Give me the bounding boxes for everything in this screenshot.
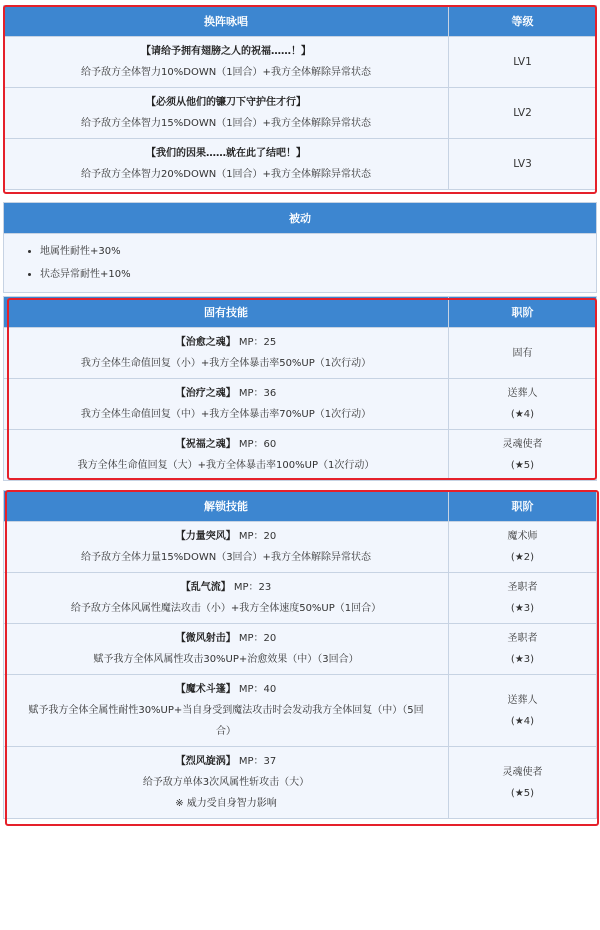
class-rank: (★4)	[510, 715, 535, 727]
skill-name: 【微风射击】	[175, 633, 236, 644]
header-formation-chant: 换阵咏唱	[4, 6, 449, 37]
skill-desc: 给予敌方全体智力15%DOWN（1回合）+我方全体解除异常状态	[81, 118, 371, 129]
header-inherent-skill: 固有技能	[4, 297, 449, 328]
table-header-row	[4, 297, 597, 328]
skill-cell	[4, 88, 449, 139]
skill-name: 【我们的因果……就在此了结吧！】	[146, 148, 306, 159]
header-class: 职阶	[449, 491, 597, 522]
skill-note: ※ 威力受自身智力影响	[175, 798, 277, 809]
class-cell	[449, 522, 597, 573]
class-cell	[449, 328, 597, 379]
header-unlock-skill: 解锁技能	[4, 491, 449, 522]
skill-cell	[4, 430, 449, 481]
class-cell	[449, 573, 597, 624]
skill-mp: MP：60	[238, 439, 277, 450]
class-name: 送葬人	[507, 694, 538, 706]
skill-name: 【治疗之魂】	[175, 388, 236, 399]
class-cell	[449, 379, 597, 430]
class-cell	[449, 747, 597, 819]
skill-name: 【必须从他们的镰刀下守护住才行】	[146, 97, 306, 108]
class-name: 圣职者	[507, 582, 538, 593]
skill-desc: 赋予我方全体全属性耐性30%UP+当自身受到魔法攻击时会发动我方全体回复（中）（5回	[28, 705, 424, 716]
table-row	[4, 88, 597, 139]
header-passive: 被动	[4, 203, 597, 234]
skill-cell	[4, 139, 449, 190]
class-name: 送葬人	[507, 388, 538, 399]
skill-cell	[4, 522, 449, 573]
skill-desc: 我方全体生命值回复（中）+我方全体暴击率70%UP（1次行动）	[80, 409, 372, 420]
skill-mp: MP：20	[238, 531, 277, 542]
skill-cell	[4, 37, 449, 88]
skill-name: 【乱气流】	[180, 582, 231, 593]
inherent-skill-table	[3, 296, 597, 481]
skill-cell	[4, 379, 449, 430]
skill-cell	[4, 573, 449, 624]
table-row	[4, 522, 597, 573]
skill-mp: MP：20	[238, 633, 277, 644]
unlock-skill-table-block	[3, 490, 597, 819]
class-cell	[449, 430, 597, 481]
passive-block	[3, 202, 597, 293]
skill-name: 【魔术斗篷】	[175, 684, 236, 695]
table-row	[4, 624, 597, 675]
table-header-row	[4, 491, 597, 522]
skill-desc: 给予敌方全体力量15%DOWN（3回合）+我方全体解除异常状态	[81, 552, 371, 563]
class-cell	[449, 675, 597, 747]
class-rank: (★3)	[510, 654, 535, 665]
formation-chant-table	[3, 5, 597, 190]
table-row	[4, 139, 597, 190]
skill-cell	[4, 675, 449, 747]
skill-mp: MP：37	[238, 756, 277, 767]
skill-mp: MP：40	[238, 684, 277, 695]
class-name: 魔术师	[507, 531, 538, 542]
table-header-row	[4, 203, 597, 234]
table-row	[4, 573, 597, 624]
skill-desc: 给予敌方全体智力10%DOWN（1回合）+我方全体解除异常状态	[81, 67, 371, 78]
skill-desc: 我方全体生命值回复（小）+我方全体暴击率50%UP（1次行动）	[80, 358, 372, 369]
class-name: 圣职者	[507, 633, 538, 644]
class-name: 灵魂使者	[502, 439, 543, 450]
skill-name: 【请给予拥有翅膀之人的祝福……！】	[141, 46, 311, 57]
class-rank: (★4)	[510, 409, 535, 420]
skill-name: 【治愈之魂】	[175, 337, 236, 348]
table-row	[4, 379, 597, 430]
table-row	[4, 675, 597, 747]
list-item: • 地属性耐性+30%	[40, 240, 596, 263]
skill-mp: MP：25	[238, 337, 277, 348]
class-name: 固有	[512, 347, 533, 359]
table-header-row	[4, 6, 597, 37]
level-cell: LV2	[449, 88, 597, 139]
formation-chant-table-block	[3, 5, 597, 190]
class-rank: (★5)	[510, 460, 535, 471]
skill-mp: MP：23	[233, 582, 272, 593]
header-level: 等级	[449, 6, 597, 37]
unlock-skill-table	[3, 490, 597, 819]
class-rank: (★3)	[510, 603, 535, 614]
level-cell: LV3	[449, 139, 597, 190]
skill-cell	[4, 624, 449, 675]
skill-name: 【烈风旋涡】	[175, 756, 236, 767]
skill-desc: 给予敌方全体智力20%DOWN（1回合）+我方全体解除异常状态	[81, 169, 371, 180]
class-name: 灵魂使者	[502, 766, 543, 778]
inherent-skill-table-block	[3, 296, 597, 481]
skill-desc-cont: 合）	[216, 726, 236, 737]
list-item: • 状态异常耐性+10%	[40, 263, 596, 286]
skill-name: 【祝福之魂】	[175, 439, 236, 450]
skill-cell	[4, 747, 449, 819]
class-rank: (★2)	[510, 552, 535, 563]
skill-name: 【力量突风】	[175, 531, 236, 542]
passive-list	[3, 234, 597, 293]
table-row	[4, 328, 597, 379]
skill-desc: 我方全体生命值回复（大）+我方全体暴击率100%UP（1次行动）	[77, 460, 375, 471]
skill-mp: MP：36	[238, 388, 277, 399]
level-cell: LV1	[449, 37, 597, 88]
passive-table	[3, 202, 597, 234]
table-row	[4, 37, 597, 88]
class-rank: (★5)	[510, 787, 535, 799]
skill-desc: 给予敌方全体风属性魔法攻击（小）+我方全体速度50%UP（1回合）	[70, 603, 382, 614]
table-row	[4, 747, 597, 819]
skill-desc: 给予敌方单体3次风属性斩攻击（大）	[142, 777, 310, 788]
skill-cell	[4, 328, 449, 379]
header-class: 职阶	[449, 297, 597, 328]
class-cell	[449, 624, 597, 675]
skill-desc: 赋予我方全体风属性攻击30%UP+治愈效果（中）（3回合）	[93, 654, 359, 665]
table-row	[4, 430, 597, 481]
